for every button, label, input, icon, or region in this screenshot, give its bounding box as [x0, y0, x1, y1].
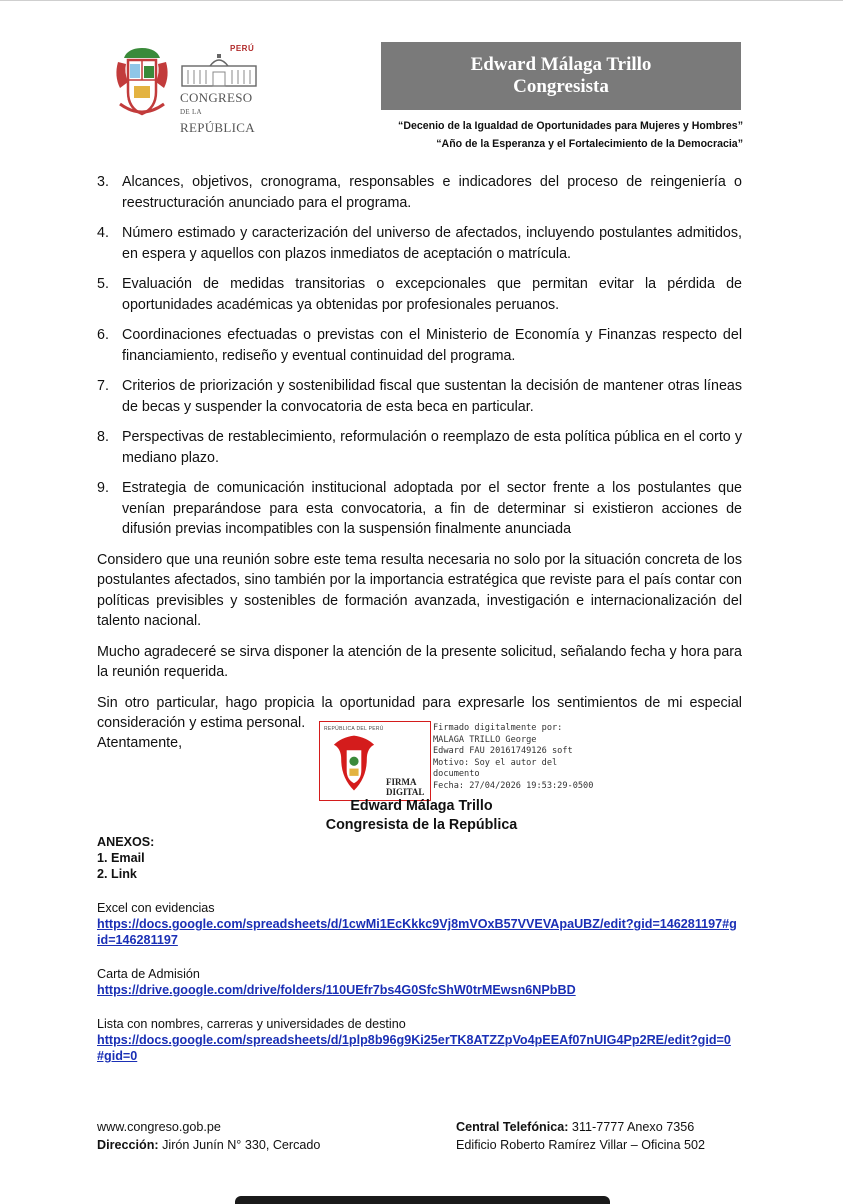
annex-item: 1. Email	[97, 851, 145, 865]
stamp-label-2: DIGITAL	[386, 787, 425, 797]
signer-name: Edward Málaga Trillo	[350, 798, 493, 814]
coat-of-arms-icon	[110, 42, 174, 122]
item-text: Evaluación de medidas transitorias o excepcionales que permitan evitar la pérdida de oportunidades académicas ya obtenidas por profesionales peruanos.	[122, 276, 742, 313]
logo-line-2: DE LA	[180, 108, 202, 116]
signature-line: Motivo: Soy el autor del	[433, 757, 558, 768]
signature-stamp	[319, 721, 431, 801]
signer-title: Congresista de la República	[325, 817, 518, 833]
header-banner	[381, 42, 741, 110]
list-item	[97, 325, 742, 366]
banner-role: Congresista	[513, 76, 609, 97]
bottom-edge	[235, 1196, 610, 1204]
footer-phone	[456, 1118, 705, 1136]
paragraph-rationale: Considero que una reunión sobre este tema resulta necesaria no solo por la situación concreta de los postulantes afectados, sino también por la importancia estratégica que reviste para el país contar con políticas previsibles y sostenibles de formación avanzada, investigación e internacionalización del talento nacional.	[97, 551, 742, 629]
beneficiary-list-link[interactable]: https://docs.google.com/spreadsheets/d/1plp8b96g9Ki25erTK8ATZZpVo4pEEAf07nUIG4Pp2RE/edit?gid=0#gid=0	[97, 1033, 731, 1063]
list-item	[97, 274, 742, 315]
signature-line: Edward FAU 20161749126 soft	[433, 746, 573, 757]
item-text: Criterios de priorización y sostenibilidad fiscal que sustentan la decisión de mantener otras líneas de becas y suspender la convocatoria de esta beca en particular.	[122, 378, 742, 415]
phone-value: 311-7777 Anexo 7356	[568, 1120, 695, 1134]
footer-address	[97, 1136, 320, 1154]
logo-text	[180, 90, 255, 135]
evidence-link[interactable]: https://docs.google.com/spreadsheets/d/1cwMi1EcKkkc9Vj8mVOxB57VVEVApaUBZ/edit?gid=146281197#gid=146281197	[97, 917, 737, 947]
request-list	[97, 172, 742, 540]
link-block-admission	[97, 966, 737, 998]
signature-line: Firmado digitalmente por:	[433, 723, 563, 733]
address-label: Dirección:	[97, 1138, 159, 1152]
footer-right	[456, 1118, 705, 1154]
paragraph-farewell: Sin otro particular, hago propicia la oportunidad para expresarle los sentimientos de mi especial consideración y estima personal.	[97, 694, 742, 731]
item-number: 5.	[97, 276, 109, 292]
item-text: Perspectivas de restablecimiento, reformulación o reemplazo de esta política pública en el corto y mediano plazo.	[122, 429, 742, 466]
signature-details	[433, 723, 593, 793]
item-number: 8.	[97, 429, 109, 445]
stamp-label-1: FIRMA	[386, 777, 417, 787]
stamp-header: REPÚBLICA DEL PERÚ	[324, 726, 384, 732]
link-label: Carta de Admisión	[97, 967, 200, 981]
item-text: Estrategia de comunicación institucional adoptada por el sector frente a los postulantes que venían preparándose para esta convocatoria, a fin de determinar si existieron acciones de difusión previas incompatibles con la suspensión finalmente anunciada	[122, 480, 742, 537]
list-item	[97, 223, 742, 264]
list-item	[97, 172, 742, 213]
motto-year: “Año de la Esperanza y el Fortalecimiento de la Democracia”	[436, 138, 743, 150]
annexes-title: ANEXOS:	[97, 835, 155, 849]
banner-name: Edward Málaga Trillo	[470, 54, 652, 75]
annex-item: 2. Link	[97, 867, 137, 881]
link-label: Excel con evidencias	[97, 901, 215, 915]
item-number: 7.	[97, 378, 109, 394]
signature-line: Fecha: 27/04/2026 19:53:29-0500	[433, 780, 594, 791]
congreso-logo	[110, 42, 260, 135]
paragraph-request: Mucho agradeceré se sirva disponer la atención de la presente solicitud, señalando fecha y hora para la reunión requerida.	[97, 643, 742, 680]
phone-label: Central Telefónica:	[456, 1120, 569, 1134]
list-item	[97, 427, 742, 468]
item-number: 9.	[97, 480, 109, 496]
annexes	[97, 834, 154, 882]
admission-letter-link[interactable]: https://drive.google.com/drive/folders/110UEfr7bs4G0SfcShW0trMEwsn6NPbBD	[97, 983, 576, 997]
shield-icon	[326, 732, 382, 796]
logo-line-3: REPÚBLICA	[180, 120, 255, 135]
item-text: Alcances, objetivos, cronograma, responsables e indicadores del proceso de reingeniería o reestructuración anunciado para el programa.	[122, 174, 742, 211]
closing: Atentamente,	[97, 735, 183, 751]
item-text: Número estimado y caracterización del universo de afectados, incluyendo postulantes admitidos, en espera y aquellos con plazos inmediatos de aceptación o matrícula.	[122, 225, 742, 262]
address-value: Jirón Junín N° 330, Cercado	[158, 1138, 321, 1152]
list-item	[97, 376, 742, 417]
logo-line-1: CONGRESO	[180, 90, 253, 105]
item-text: Coordinaciones efectuadas o previstas con el Ministerio de Economía y Finanzas respecto del financiamiento, rediseño y eventual continuidad del programa.	[122, 327, 742, 364]
link-block-evidence	[97, 900, 737, 948]
list-item	[97, 478, 742, 540]
footer-website: www.congreso.gob.pe	[97, 1120, 221, 1134]
stamp-label	[386, 777, 424, 797]
motto-decenio: “Decenio de la Igualdad de Oportunidades para Mujeres y Hombres”	[398, 120, 743, 132]
decenio-mottos	[398, 117, 743, 153]
logo-country: PERÚ	[230, 44, 255, 53]
signature-line: documento	[433, 769, 480, 780]
congress-building-icon	[180, 52, 258, 88]
item-number: 6.	[97, 327, 109, 343]
link-block-list	[97, 1016, 737, 1064]
signature-line: MALAGA TRILLO George	[433, 734, 537, 745]
footer-building: Edificio Roberto Ramírez Villar – Oficina 502	[456, 1138, 705, 1152]
digital-signature	[319, 721, 594, 801]
top-divider	[0, 0, 843, 1]
letter-body	[97, 172, 742, 744]
link-label: Lista con nombres, carreras y universidades de destino	[97, 1017, 406, 1031]
footer-left	[97, 1118, 320, 1154]
item-number: 3.	[97, 174, 109, 190]
item-number: 4.	[97, 225, 109, 241]
